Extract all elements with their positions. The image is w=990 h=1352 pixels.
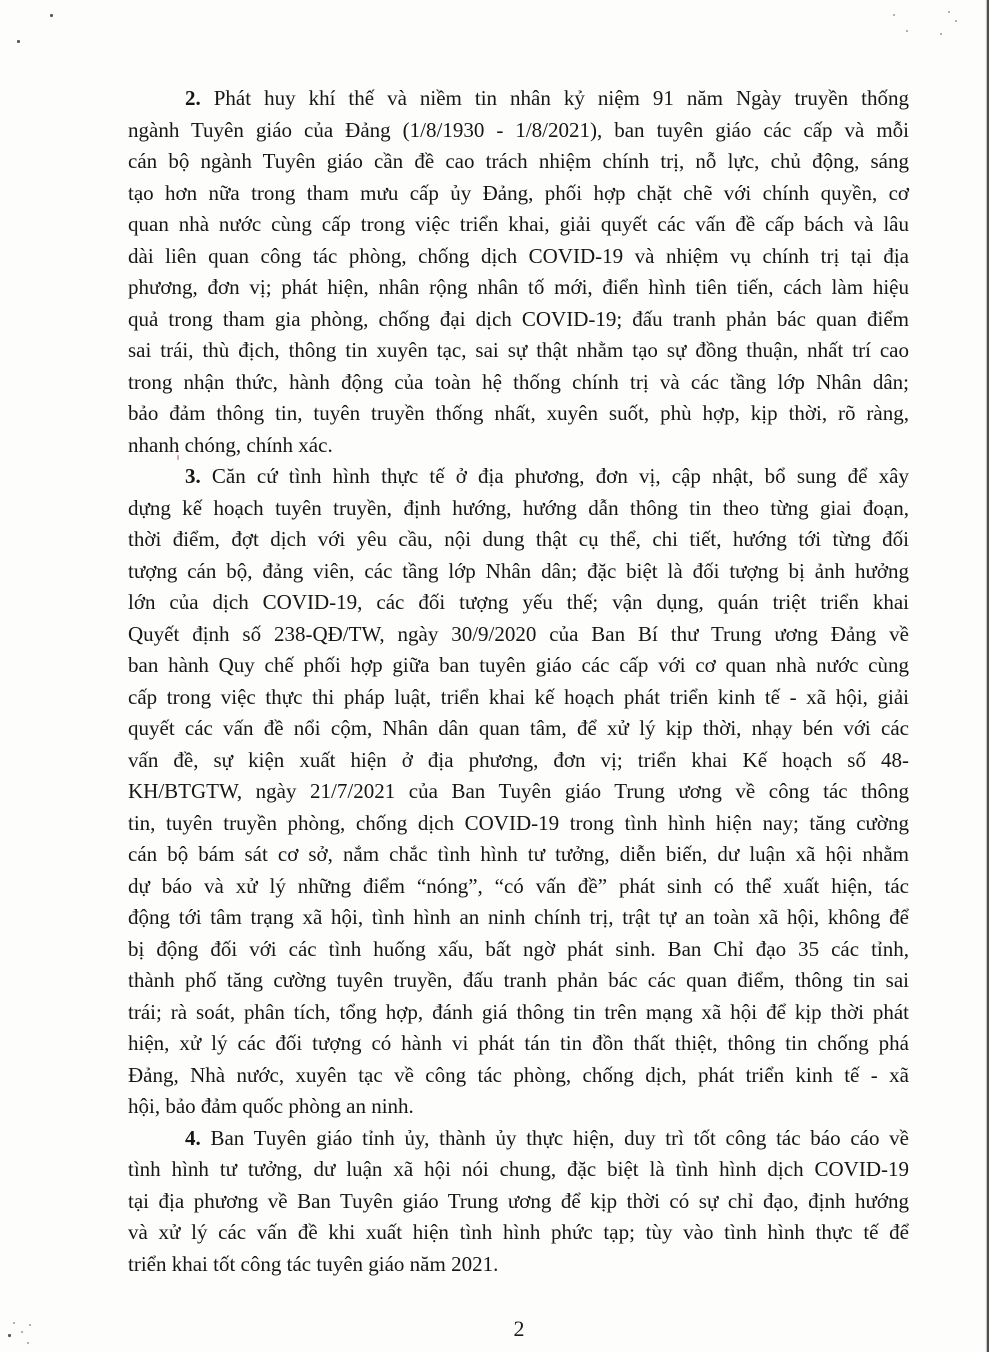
text-line: phương, đơn vị; phát hiện, nhân rộng nhân tố mới, điển hình tiên tiến, cách làm hiệu bbox=[128, 275, 909, 299]
scan-speck bbox=[17, 40, 20, 43]
paragraph-section-2 bbox=[128, 83, 909, 461]
scan-speck bbox=[27, 1342, 29, 1344]
text-line: tình hình tư tưởng, dư luận xã hội nói chung, đặc biệt là tình hình dịch COVID-19 bbox=[128, 1157, 909, 1181]
paragraph-number: 4. bbox=[185, 1125, 201, 1150]
text-line: Đảng, Nhà nước, xuyên tạc về công tác phòng, chống dịch, phát triển kinh tế - xã bbox=[128, 1062, 909, 1087]
text-line: hiện, xử lý các đối tượng có hành vi phát tán tin đồn thất thiệt, thông tin chống phá bbox=[128, 1031, 909, 1055]
text-line: thời điểm, đợt dịch với yêu cầu, nội dung thật cụ thể, chi tiết, hướng tới từng đối bbox=[128, 527, 909, 551]
text-line: lớn của dịch COVID-19, các đối tượng yếu thế; vận dụng, quán triệt triển khai bbox=[128, 590, 909, 614]
text-line: cấp trong việc thực thi pháp luật, triển khai kế hoạch phát triển kinh tế - xã hội, giải bbox=[128, 684, 909, 709]
text-line: bảo đảm thông tin, tuyên truyền thống nhất, xuyên suốt, phù hợp, kịp thời, rõ ràng, bbox=[128, 401, 909, 425]
text-line: quyết các vấn đề nổi cộm, Nhân dân quan tâm, để xử lý kịp thời, nhạy bén với các bbox=[128, 716, 909, 740]
text-line: trái; rà soát, phân tích, tổng hợp, đánh giá thông tin trên mạng xã hội để kịp thời phát bbox=[128, 999, 909, 1024]
text-line: và xử lý các vấn đề khi xuất hiện tình hình phức tạp; tùy vào tình hình thực tế để bbox=[128, 1220, 909, 1244]
text-line: Quyết định số 238-QĐ/TW, ngày 30/9/2020 của Ban Bí thư Trung ương Đảng về bbox=[128, 621, 909, 646]
text-line: sai trái, thù địch, thông tin xuyên tạc, sai sự thật nhằm tạo sự đồng thuận, nhất trí cao bbox=[128, 338, 909, 362]
scan-speck bbox=[948, 11, 950, 13]
document-body bbox=[128, 83, 909, 1280]
scan-speck bbox=[50, 14, 53, 17]
text-line: thành phố tăng cường tuyên truyền, đấu tranh phản bác các quan điểm, thông tin sai bbox=[128, 968, 909, 992]
text-line: triển khai tốt công tác tuyên giáo năm 2021. bbox=[128, 1251, 499, 1276]
text-line: 4. Ban Tuyên giáo tỉnh ủy, thành ủy thực hiện, duy trì tốt công tác báo cáo về bbox=[185, 1125, 909, 1150]
scan-speck bbox=[955, 20, 957, 22]
text-line: tại địa phương về Ban Tuyên giáo Trung ương để kịp thời có sự chỉ đạo, định hướng bbox=[128, 1188, 909, 1213]
scan-edge-line bbox=[987, 0, 989, 1352]
paragraph-number: 3. bbox=[185, 464, 201, 488]
scan-speck bbox=[893, 14, 895, 16]
text-line: hội, bảo đảm quốc phòng an ninh. bbox=[128, 1094, 414, 1118]
text-line: trong nhận thức, hành động của toàn hệ thống chính trị và các tầng lớp Nhân dân; bbox=[128, 369, 909, 394]
text-line: nhanh chóng, chính xác. bbox=[128, 432, 333, 457]
text-line: 2. Phát huy khí thế và niềm tin nhân kỷ niệm 91 năm Ngày truyền thống bbox=[185, 86, 909, 110]
text-line: dựng kế hoạch tuyên truyền, định hướng, hướng dẫn thông tin theo từng giai đoạn, bbox=[128, 495, 909, 520]
paragraph-section-3 bbox=[128, 461, 909, 1123]
text-line: quả trong tham gia phòng, chống đại dịch COVID-19; đấu tranh phản bác quan điểm bbox=[128, 306, 909, 331]
paragraph-section-4 bbox=[128, 1123, 909, 1281]
text-line: dài liên quan công tác phòng, chống dịch COVID-19 và nhiệm vụ chính trị tại địa bbox=[128, 243, 909, 268]
text-line: KH/BTGTW, ngày 21/7/2021 của Ban Tuyên giáo Trung ương về công tác thông bbox=[128, 779, 909, 803]
text-line: ngành Tuyên giáo của Đảng (1/8/1930 - 1/8/2021), ban tuyên giáo các cấp và mỗi bbox=[128, 117, 909, 142]
text-line: cán bộ bám sát cơ sở, nắm chắc tình hình tư tưởng, diễn biến, dư luận xã hội nhằm bbox=[128, 842, 909, 866]
text-line: tạo hơn nữa trong tham mưu cấp ủy Đảng, phối hợp chặt chẽ với chính quyền, cơ bbox=[128, 180, 909, 205]
text-line: ban hành Quy chế phối hợp giữa ban tuyên giáo các cấp với cơ quan nhà nước cùng bbox=[128, 653, 909, 677]
scan-speck bbox=[906, 30, 908, 32]
text-line: 3. Căn cứ tình hình thực tế ở địa phương, đơn vị, cập nhật, bổ sung để xây bbox=[185, 464, 909, 488]
text-line: động tới tâm trạng xã hội, tình hình an ninh chính trị, trật tự an toàn xã hội, không để bbox=[128, 905, 909, 929]
page-number: 2 bbox=[513, 1316, 525, 1341]
text-line: dự báo và xử lý những điểm “nóng”, “có vấn đề” phát sinh có thể xuất hiện, tác bbox=[128, 873, 909, 898]
scan-speck bbox=[940, 33, 942, 35]
text-line: vấn đề, sự kiện xuất hiện ở địa phương, đơn vị; triển khai Kế hoạch số 48- bbox=[128, 747, 909, 772]
text-line: cán bộ ngành Tuyên giáo cần đề cao trách nhiệm chính trị, nỗ lực, chủ động, sáng bbox=[128, 149, 909, 173]
text-line: tin, tuyên truyền phòng, chống dịch COVID-19 trong tình hình hiện nay; tăng cường bbox=[128, 810, 909, 835]
paragraph-number: 2. bbox=[185, 86, 201, 110]
text-line: quan nhà nước cùng cấp trong việc triển khai, giải quyết các vấn đề cấp bách và lâu bbox=[128, 212, 909, 236]
text-line: bị động đối với các tình huống xấu, bất ngờ phát sinh. Ban Chỉ đạo 35 các tỉnh, bbox=[128, 936, 909, 961]
text-line: tượng cán bộ, đảng viên, các tầng lớp Nhân dân; đặc biệt là đối tượng bị ảnh hưởng bbox=[128, 558, 909, 583]
